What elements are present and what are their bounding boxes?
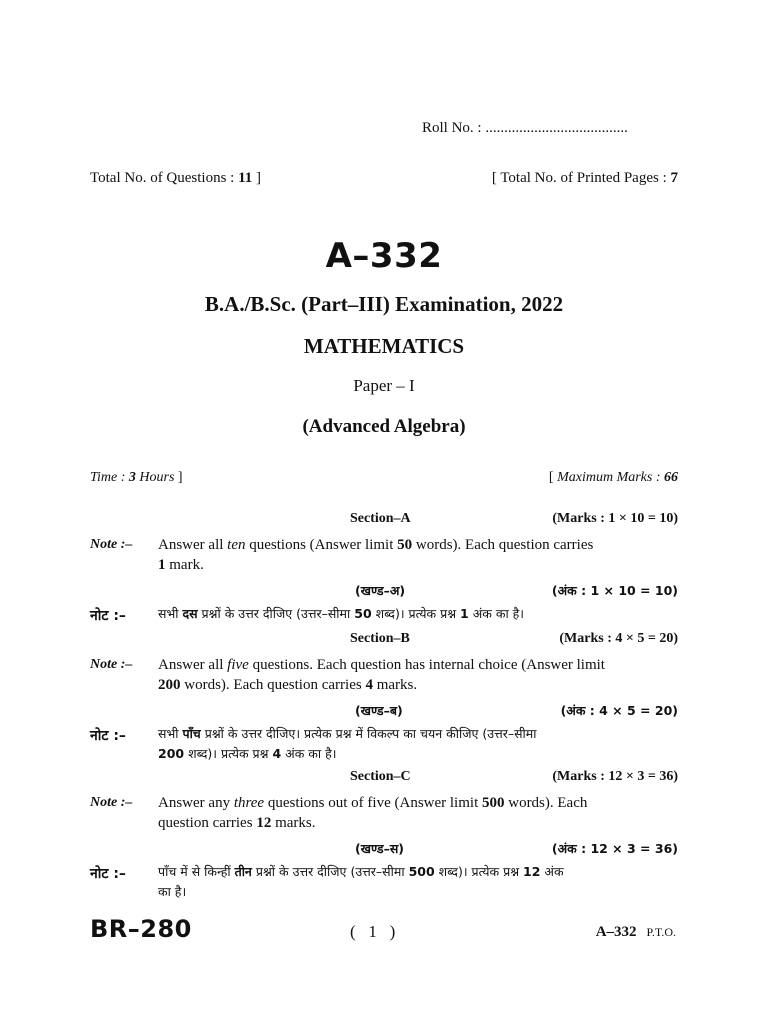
roll-number-line: [422, 120, 628, 137]
exam-title: B.A./B.Sc. (Part–III) Examination, 2022: [204, 292, 564, 316]
footer-paper-code: [596, 923, 676, 941]
roll-number-blank: ......................................: [485, 120, 628, 136]
section-a-marks-hindi: (अंक : 1 × 10 = 10): [551, 583, 678, 598]
printed-pages-value: 7: [670, 170, 678, 186]
section-b-note-english: Answer all five questions. Each question has internal choice (Answer limit 200 words). Each question carries 4 marks.: [158, 657, 605, 693]
paper-number: Paper – I: [353, 376, 415, 395]
section-c-note-label: Note :–: [90, 795, 133, 810]
section-b-heading: Section–B: [350, 631, 410, 646]
marks-value: 66: [664, 470, 678, 485]
time-bracket: ]: [177, 470, 183, 485]
maximum-marks: [549, 470, 678, 486]
section-c-marks: (Marks : 12 × 3 = 36): [552, 769, 678, 784]
section-a-note-hindi: सभी दस प्रश्नों के उत्तर दीजिए (उत्तर–सीमा 50 शब्द)। प्रत्येक प्रश्न 1 अंक का है।: [158, 606, 525, 621]
total-questions-label: Total No. of Questions :: [90, 170, 235, 186]
subject-title: MATHEMATICS: [303, 334, 465, 358]
time-label: Time :: [90, 470, 126, 485]
footer-booklet-code: BR–280: [90, 915, 192, 943]
page-number: ( 1 ): [350, 922, 396, 941]
section-c-hindi-note-label: नोट :–: [90, 866, 126, 882]
total-printed-pages: [492, 170, 678, 187]
time-allowed: [90, 470, 183, 486]
section-a-hindi-note-label: नोट :–: [90, 608, 126, 624]
total-questions-bracket: ]: [256, 170, 262, 186]
section-b-marks-hindi: (अंक : 4 × 5 = 20): [560, 703, 678, 718]
section-b-marks: (Marks : 4 × 5 = 20): [559, 631, 678, 646]
footer-paper-code-text: A–332: [595, 924, 637, 940]
time-unit: Hours: [139, 470, 175, 485]
section-a-note-label: Note :–: [90, 537, 133, 552]
please-turn-over: P.T.O.: [646, 925, 676, 939]
section-b-hindi-note-label: नोट :–: [90, 728, 126, 744]
section-c-heading: Section–C: [350, 769, 411, 784]
section-a-marks: (Marks : 1 × 10 = 10): [552, 511, 678, 526]
time-value: 3: [128, 470, 136, 485]
marks-label: Maximum Marks :: [557, 470, 661, 485]
section-a-note-english: Answer all ten questions (Answer limit 50 words). Each question carries 1 mark.: [158, 537, 594, 573]
section-c-marks-hindi: (अंक : 12 × 3 = 36): [551, 841, 678, 856]
marks-bracket: [: [548, 470, 554, 485]
section-c-note-hindi: पाँच में से किन्हीं तीन प्रश्नों के उत्तर दीजिए (उत्तर–सीमा 500 शब्द)। प्रत्येक प्रश्न 12 अंक का है।: [158, 864, 564, 899]
section-b-note-label: Note :–: [90, 657, 133, 672]
paper-code: A–332: [325, 236, 443, 276]
total-questions-value: 11: [238, 170, 253, 186]
section-a-heading-hindi: (खण्ड–अ): [355, 583, 406, 598]
section-b-note-hindi: सभी पाँच प्रश्नों के उत्तर दीजिए। प्रत्येक प्रश्न में विकल्प का चयन कीजिए (उत्तर–सीमा 200 शब्द)। प्रत्येक प्रश्न 4 अंक का है।: [158, 726, 537, 761]
total-questions: [90, 170, 261, 187]
paper-topic: (Advanced Algebra): [302, 416, 466, 437]
section-c-heading-hindi: (खण्ड–स): [355, 841, 404, 856]
section-a-heading: Section–A: [350, 511, 411, 526]
printed-pages-label: Total No. of Printed Pages :: [500, 170, 667, 186]
roll-number-label: Roll No. :: [422, 120, 482, 136]
section-b-heading-hindi: (खण्ड–ब): [355, 703, 403, 718]
printed-pages-bracket: [: [491, 170, 497, 186]
section-c-note-english: Answer any three questions out of five (Answer limit 500 words). Each question carries 12 marks.: [158, 795, 588, 831]
